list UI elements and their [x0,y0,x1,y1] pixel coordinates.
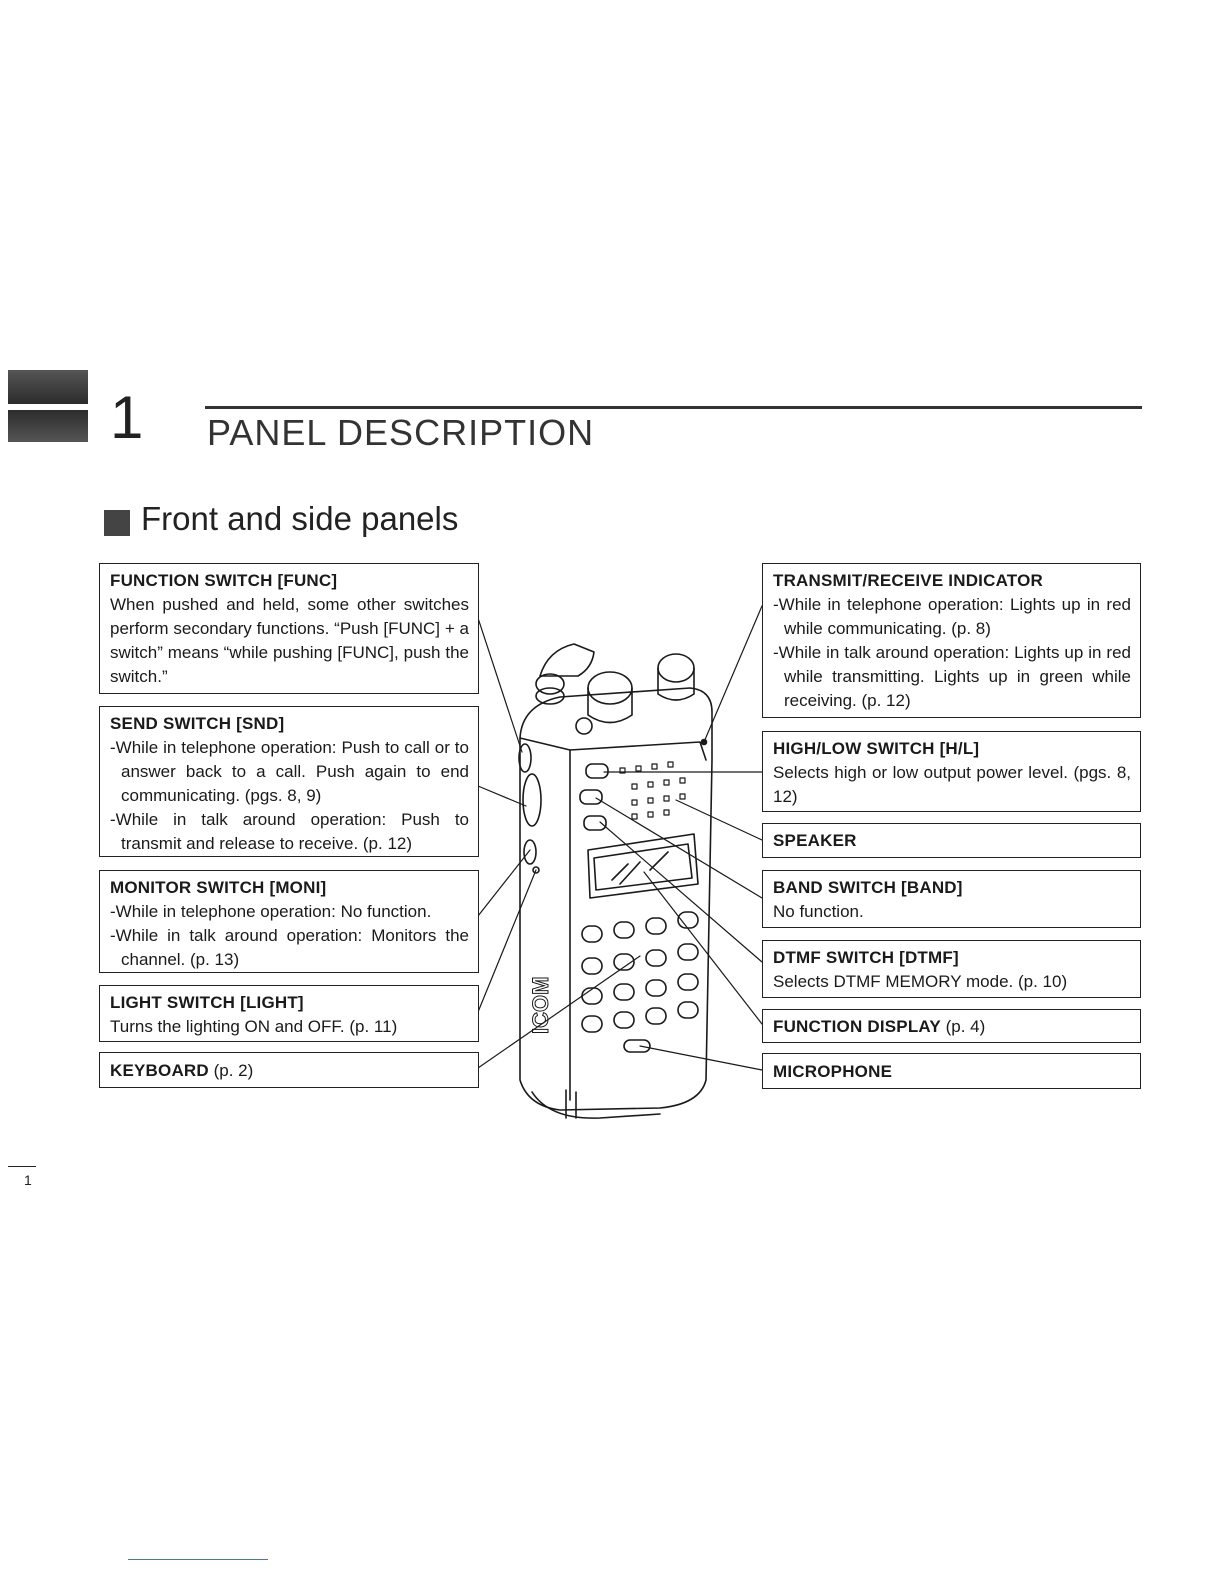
tx-rx-bullet-talk-around: -While in talk around operation: Lights up in red while transmitting. Lights up in green while receiving. (p. 12) [773,643,1131,710]
function-display-title: FUNCTION DISPLAY [773,1017,941,1036]
microphone-title: MICROPHONE [773,1062,893,1081]
tx-rx-indicator-box [762,563,1141,718]
radio-logo: ICOM [528,976,553,1034]
side-moni-switch-icon [524,840,536,864]
function-display-box [762,1009,1141,1043]
leader-lines-right [596,606,762,1070]
hl-switch-box [762,731,1141,812]
speaker-title: SPEAKER [773,831,857,850]
dtmf-button-icon [584,816,606,830]
speaker-grille [620,762,685,819]
tx-rx-indicator-title: TRANSMIT/RECEIVE INDICATOR [773,571,1043,590]
moni-switch-bullet-telephone: -While in telephone operation: No function. [110,902,432,921]
keyboard-icon [582,912,698,1032]
chapter-rule [205,406,1142,409]
keyboard-title: KEYBOARD [110,1061,209,1080]
function-display-icon [588,834,698,898]
band-button-icon [580,790,602,804]
dtmf-switch-description: Selects DTMF MEMORY mode. (p. 10) [773,972,1068,991]
moni-switch-bullet-talk-around: -While in talk around operation: Monitors the channel. (p. 13) [110,926,469,969]
band-switch-description: No function. [773,902,864,921]
hl-switch-title: HIGH/LOW SWITCH [H/L] [773,739,980,758]
section-bullet-icon [104,510,130,536]
moni-switch-title: MONITOR SWITCH [MONI] [110,878,327,897]
microphone-box [762,1053,1141,1089]
band-switch-box [762,870,1141,928]
chapter-title: PANEL DESCRIPTION [207,412,595,453]
radio-front-edge [570,742,706,760]
page-number: 1 [24,1172,32,1188]
dtmf-switch-box [762,940,1141,998]
antenna-connector [536,674,564,694]
radio-body-outline [520,688,712,1110]
light-switch-title: LIGHT SWITCH [LIGHT] [110,993,304,1012]
leader-lines-left [478,618,640,1068]
radio-bottom-curve [532,1092,660,1118]
keyboard-box [99,1052,479,1088]
light-switch-box [99,985,479,1042]
func-switch-box [99,563,479,694]
chapter-tab-marker-top [8,370,88,404]
moni-switch-box [99,870,479,973]
chapter-tab-marker-bottom [8,410,88,442]
band-switch-title: BAND SWITCH [BAND] [773,878,963,897]
send-switch-title: SEND SWITCH [SND] [110,714,285,733]
side-func-switch-icon [519,744,531,772]
hl-button-icon [586,764,608,778]
tx-rx-led-icon [576,718,592,734]
function-display-page-ref: (p. 4) [945,1017,986,1036]
light-switch-description: Turns the lighting ON and OFF. (p. 11) [110,1017,398,1036]
page-number-rule [8,1166,36,1167]
keyboard-page-ref: (p. 2) [213,1061,254,1080]
section-title: Front and side panels [141,500,459,537]
tx-rx-bullet-telephone: -While in telephone operation: Lights up in red while communicating. (p. 8) [773,595,1131,638]
dtmf-switch-title: DTMF SWITCH [DTMF] [773,948,959,967]
side-send-switch-icon [523,774,541,826]
footer-link-line [128,1559,268,1560]
func-switch-title: FUNCTION SWITCH [FUNC] [110,571,338,590]
microphone-slot-icon [624,1040,650,1052]
speaker-box [762,823,1141,858]
send-switch-bullet-telephone: -While in telephone operation: Push to call or to answer back to a call. Push again to end communicating. (pgs. 8, 9) [110,738,469,805]
antenna-icon [540,644,594,676]
channel-knob-icon [588,672,632,704]
send-switch-box [99,706,479,857]
chapter-number: 1 [110,384,144,451]
func-switch-description: When pushed and held, some other switches perform secondary functions. “Push [FUNC] + a switch” means “while pushing [FUNC], push the switch.” [110,595,469,686]
volume-knob-icon [658,654,694,682]
send-switch-bullet-talk-around: -While in talk around operation: Push to transmit and release to receive. (p. 12) [110,810,469,853]
hl-switch-description: Selects high or low output power level. (pgs. 8, 12) [773,763,1131,806]
radio-side-panel [520,738,570,1100]
